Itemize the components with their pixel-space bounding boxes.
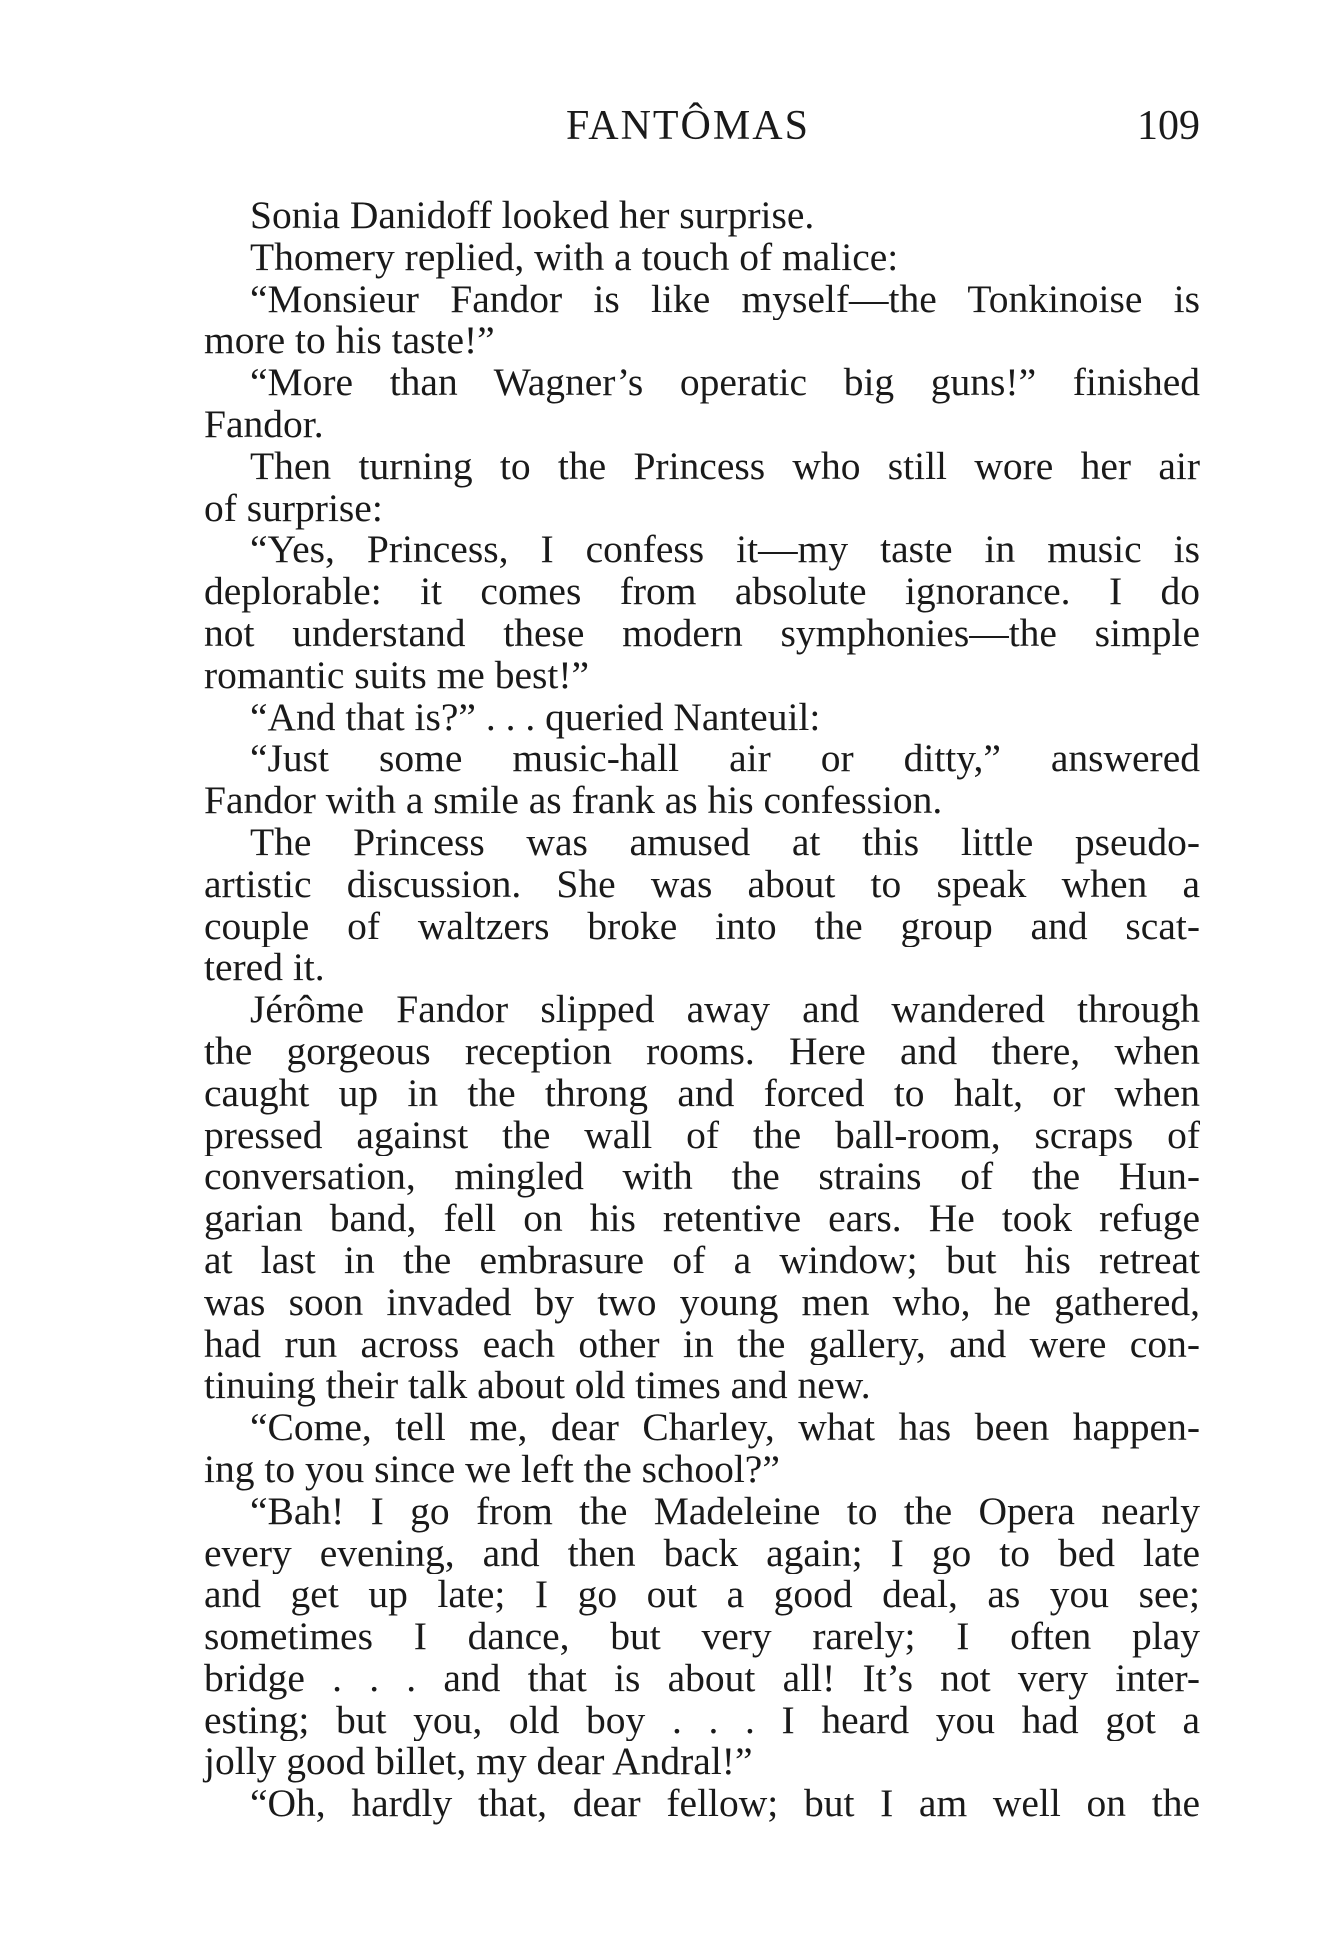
text-line: deplorable: it comes from absolute ignorance. I do xyxy=(204,571,1200,613)
text-line: was soon invaded by two young men who, he gathered, xyxy=(204,1281,1200,1324)
text-line: “Come, tell me, dear Charley, what has been happen- xyxy=(250,1407,1200,1449)
text-line: ing to you since we left the school?” xyxy=(204,1446,780,1491)
text-line: “More than Wagner’s operatic big guns!” finished xyxy=(250,362,1200,404)
text-line: and get up late; I go out a good deal, as you see; xyxy=(204,1574,1200,1617)
page-number: 109 xyxy=(1137,103,1200,149)
text-line: couple of waltzers broke into the group and scat- xyxy=(204,905,1200,948)
text-line: garian band, fell on his retentive ears. He took refuge xyxy=(204,1198,1200,1240)
text-line: “Bah! I go from the Madeleine to the Opera nearly xyxy=(250,1490,1200,1533)
text-line: not understand these modern symphonies—the simple xyxy=(204,612,1200,655)
page-header xyxy=(200,96,1200,156)
text-line: Then turning to the Princess who still wore her air xyxy=(250,445,1200,488)
text-line: artistic discussion. She was about to speak when a xyxy=(204,863,1200,906)
text-line: more to his taste!” xyxy=(204,318,495,363)
text-line: “Monsieur Fandor is like myself—the Tonkinoise is xyxy=(250,278,1200,321)
text-line: “And that is?” . . . queried Nanteuil: xyxy=(250,694,821,739)
text-line: The Princess was amused at this little pseudo- xyxy=(250,821,1200,864)
text-line: Fandor. xyxy=(204,401,324,446)
text-line: the gorgeous reception rooms. Here and there, when xyxy=(204,1030,1200,1073)
text-line: Sonia Danidoff looked her surprise. xyxy=(250,193,815,237)
body-text xyxy=(204,195,1200,1825)
text-line: Thomery replied, with a touch of malice: xyxy=(250,234,899,279)
text-line: “Just some music-hall air or ditty,” answered xyxy=(250,738,1200,781)
text-line: sometimes I dance, but very rarely; I often play xyxy=(204,1616,1200,1658)
text-line: tinuing their talk about old times and new. xyxy=(204,1363,871,1408)
text-line: caught up in the throng and forced to halt, or when xyxy=(204,1072,1200,1115)
text-line: “Yes, Princess, I confess it—my taste in music is xyxy=(250,529,1200,572)
text-line: pressed against the wall of the ball-room, scraps of xyxy=(204,1114,1200,1157)
text-line: esting; but you, old boy . . . I heard you had got a xyxy=(204,1699,1200,1742)
running-title: FANTÔMAS xyxy=(566,103,810,149)
text-line: at last in the embrasure of a window; but his retreat xyxy=(204,1239,1200,1282)
text-line: jolly good billet, my dear Andral!” xyxy=(204,1739,753,1784)
text-line: Fandor with a smile as frank as his confession. xyxy=(204,778,943,823)
text-line: Jérôme Fandor slipped away and wandered through xyxy=(250,989,1200,1031)
text-line: every evening, and then back again; I go to bed late xyxy=(204,1532,1200,1575)
text-line: romantic suits me best!” xyxy=(204,652,590,697)
text-line: “Oh, hardly that, dear fellow; but I am well on the xyxy=(250,1783,1200,1826)
text-line: conversation, mingled with the strains of the Hun- xyxy=(204,1156,1200,1199)
text-line: had run across each other in the gallery, and were con- xyxy=(204,1323,1200,1366)
text-line: tered it. xyxy=(204,945,325,990)
text-line: bridge . . . and that is about all! It’s not very inter- xyxy=(204,1657,1200,1700)
text-line: of surprise: xyxy=(204,485,383,530)
